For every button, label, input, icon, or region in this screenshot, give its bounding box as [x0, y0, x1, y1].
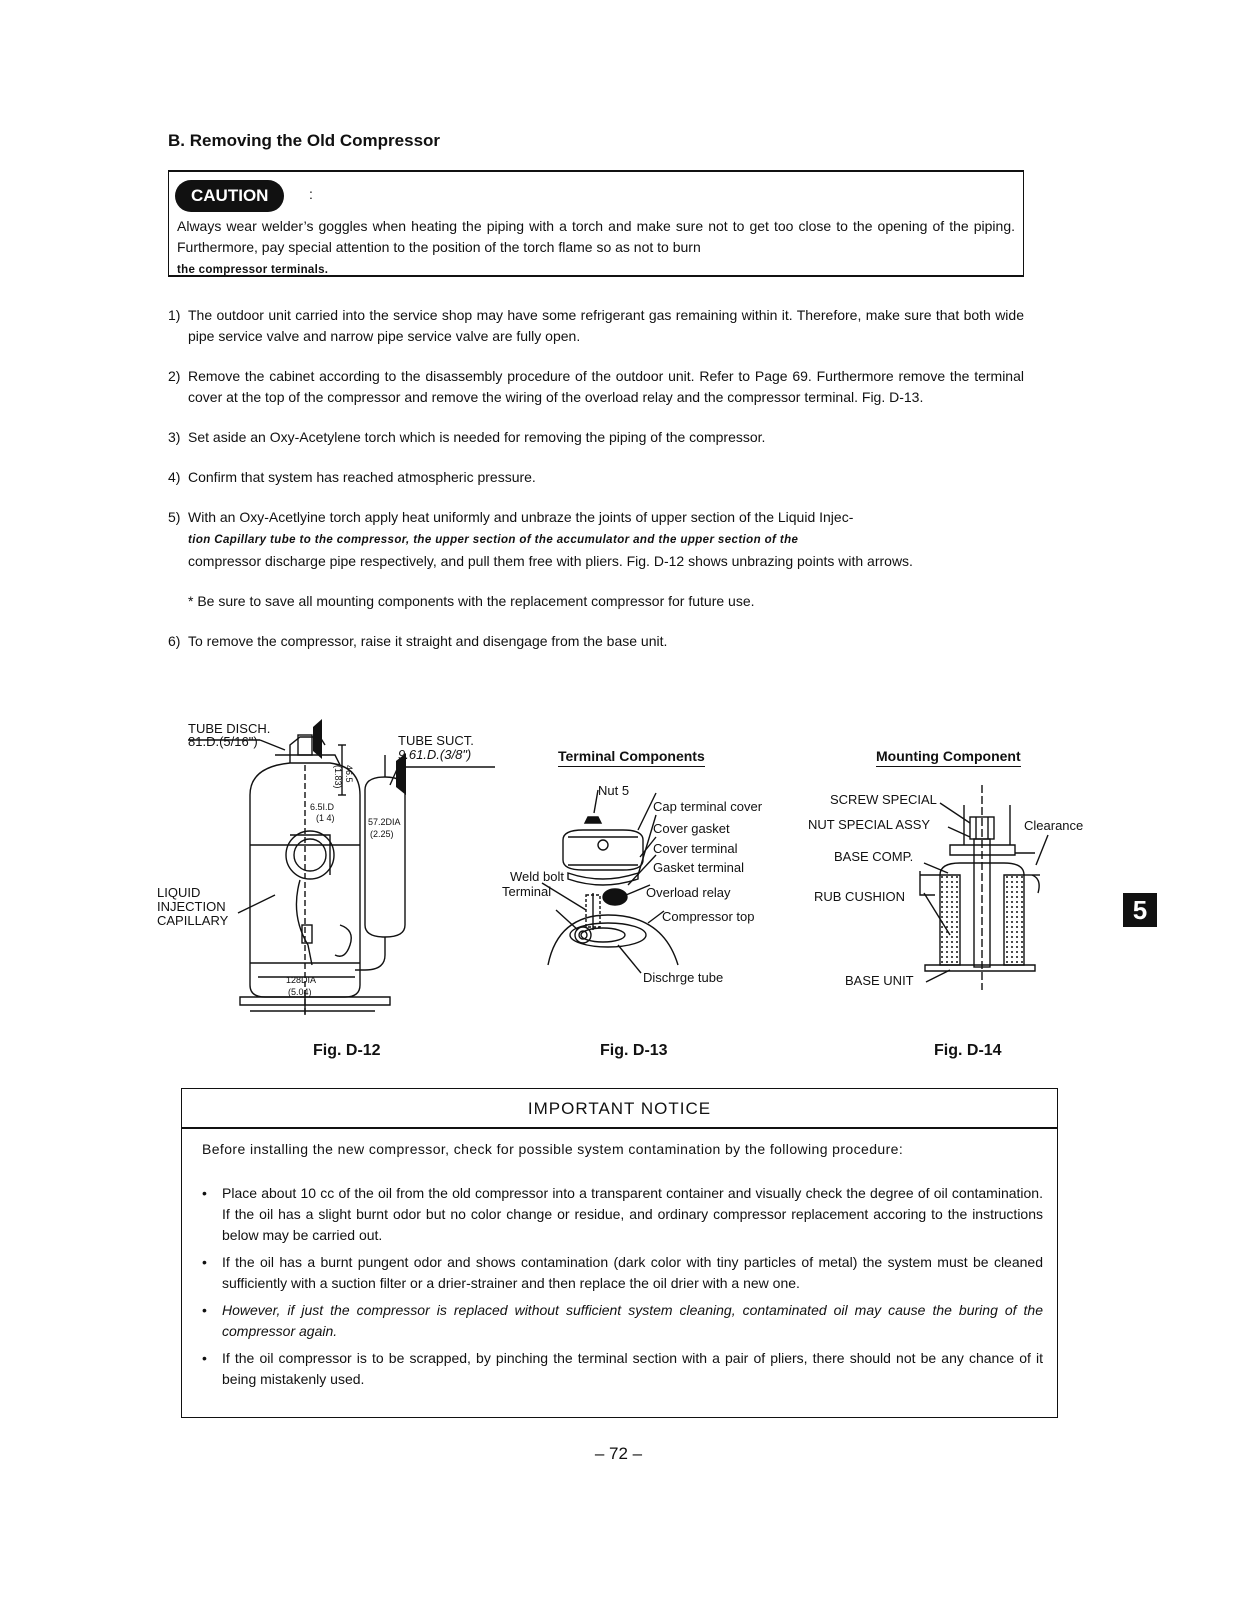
notice-item-text: If the oil has a burnt pungent odor and shows contamination (dark color with tiny particles of metal) the system must be cleaned sufficiently with a suction filter or a drier-strainer and then replace the oil drier with a new one. [222, 1254, 1043, 1291]
notice-item [202, 1348, 1043, 1390]
label-nut-special-assy: NUT SPECIAL ASSY [808, 817, 931, 832]
step-2 [168, 366, 1024, 408]
notice-item-text: However, if just the compressor is replaced without sufficient system cleaning, contaminated oil may cause the buring of the compressor again. [222, 1302, 1043, 1339]
bullet-icon: • [202, 1254, 207, 1270]
label-liquid: LIQUID [157, 885, 201, 900]
label-dischrge-tube: Dischrge tube [643, 970, 724, 985]
label-gasket-terminal: Gasket terminal [653, 860, 745, 875]
label-tube-suct: TUBE SUCT. [398, 733, 474, 748]
figure-d14-mounting-component [800, 775, 1095, 1000]
notice-item [202, 1300, 1043, 1342]
label-injection: INJECTION [157, 899, 226, 914]
dim-128dia: 128DIA [286, 975, 317, 985]
step-6 [168, 631, 1024, 652]
figure-d13-heading: Terminal Components [558, 748, 705, 767]
label-terminal: Terminal [502, 884, 552, 899]
notice-item-text: If the oil compressor is to be scrapped, by pinching the terminal section with a pair of pliers, there should not be any chance of it being mistakenly used. [222, 1350, 1043, 1387]
notice-divider [182, 1127, 1057, 1129]
step-number: 1) [168, 307, 181, 323]
step-text: Set aside an Oxy-Acetylene torch which is needed for removing the piping of the compressor. [188, 429, 766, 445]
notice-item-text: Place about 10 cc of the oil from the old compressor into a transparent container and visually check the degree of oil contamination. If the oil has a slight burnt odor but no color change or residue, and ordinary compressor replacement accoring to the instructions below may be carried out. [222, 1185, 1043, 1243]
page-number: – 72 – [594, 1444, 643, 1463]
step-text-a: With an Oxy-Acetlyine torch apply heat uniformly and unbraze the joints of upper section of the Liquid Injec- [188, 509, 854, 525]
important-notice-box [181, 1088, 1058, 1418]
label-compressor-top: Compressor top [662, 909, 755, 924]
caution-box [168, 170, 1024, 277]
step-text-b: tion Capillary tube to the compressor, the upper section of the accumulator and the upper section of the [188, 534, 799, 546]
step-3 [168, 427, 1024, 448]
notice-list [202, 1183, 1043, 1396]
step-5 [168, 507, 1024, 572]
notice-intro: Before installing the new compressor, check for possible system contamination by the following procedure: [202, 1141, 904, 1157]
caution-colon: : [309, 186, 313, 202]
section-title: B. Removing the Old Compressor [168, 131, 441, 150]
procedure-steps [168, 305, 1024, 652]
figure-d14-caption: Fig. D-14 [934, 1042, 1002, 1059]
label-weld-bolt: Weld bolt [510, 869, 564, 884]
figure-d12-caption: Fig. D-12 [313, 1042, 381, 1059]
step-4 [168, 467, 1024, 488]
step-number: 6) [168, 633, 181, 649]
step-text: Confirm that system has reached atmospheric pressure. [188, 469, 536, 485]
figure-d13-caption: Fig. D-13 [600, 1042, 668, 1059]
bullet-icon: • [202, 1185, 207, 1201]
label-capillary: CAPILLARY [157, 913, 229, 928]
label-screw-special: SCREW SPECIAL [830, 792, 937, 807]
label-cover-terminal: Cover terminal [653, 841, 738, 856]
bullet-icon: • [202, 1350, 207, 1366]
label-clearance: Clearance [1024, 818, 1084, 833]
step-text-c: compressor discharge pipe respectively, and pull them free with pliers. Fig. D-12 shows unbrazing points with arrows. [188, 553, 913, 569]
label-tube-disch: TUBE DISCH. [188, 721, 271, 736]
label-nut-5: Nut 5 [598, 783, 630, 798]
dim-6-5id: 6.5I.D [310, 802, 335, 812]
label-tube-disch-size: 81.D.(5/16") [188, 734, 258, 749]
section-tab: 5 [1123, 893, 1157, 927]
step-number: 5) [168, 509, 181, 525]
dim-1-83: (1.83) [333, 765, 343, 789]
label-tube-suct-size: 9.61.D.(3/8") [398, 747, 472, 762]
dim-5-04: (5.04) [288, 987, 312, 997]
caution-text-small: the compressor terminals. [177, 264, 329, 276]
bullet-icon: • [202, 1302, 207, 1318]
dim-1-4: (1 4) [316, 813, 335, 823]
label-base-comp: BASE COMP. [834, 849, 914, 864]
step-1 [168, 305, 1024, 347]
label-rub-cushion: RUB CUSHION [814, 889, 906, 904]
notice-item [202, 1183, 1043, 1246]
note: * Be sure to save all mounting components with the replacement compressor for future use. [188, 593, 755, 609]
step-number: 2) [168, 368, 181, 384]
caution-badge: CAUTION [175, 180, 284, 212]
label-cap-terminal-cover: Cap terminal cover [653, 799, 763, 814]
caution-text [177, 216, 1015, 281]
figure-d14-heading: Mounting Component [876, 748, 1021, 767]
dim-57-2dia: 57.2DIA [368, 817, 401, 827]
label-cover-gasket: Cover gasket [653, 821, 730, 836]
label-base-unit: BASE UNIT [845, 973, 914, 988]
notice-item [202, 1252, 1043, 1294]
dim-46-5: 46.5 [344, 765, 354, 783]
step-text: Remove the cabinet according to the disassembly procedure of the outdoor unit. Refer to Page 69. Furthermore remove the terminal cover at the top of the compressor and remove the wiring of the overload relay and the compressor terminal. Fig. D-13. [188, 368, 1024, 405]
step-text: The outdoor unit carried into the service shop may have some refrigerant gas remaining within it. Therefore, make sure that both wide pipe service valve and narrow pipe service valve are fully open. [188, 307, 1024, 344]
step-number: 3) [168, 429, 181, 445]
notice-title: IMPORTANT NOTICE [527, 1099, 712, 1118]
step-text: To remove the compressor, raise it straight and disengage from the base unit. [188, 633, 668, 649]
caution-text-main: Always wear welder’s goggles when heating the piping with a torch and make sure not to get too close to the opening of the piping. Furthermore, pay special attention to the position of the torch flame so as not to burn [177, 218, 1015, 255]
figure-d13-terminal-components [498, 775, 788, 995]
figure-d12-compressor [150, 715, 510, 1035]
step-number: 4) [168, 469, 181, 485]
label-overload-relay: Overload relay [646, 885, 731, 900]
dim-2-25: (2.25) [370, 829, 394, 839]
